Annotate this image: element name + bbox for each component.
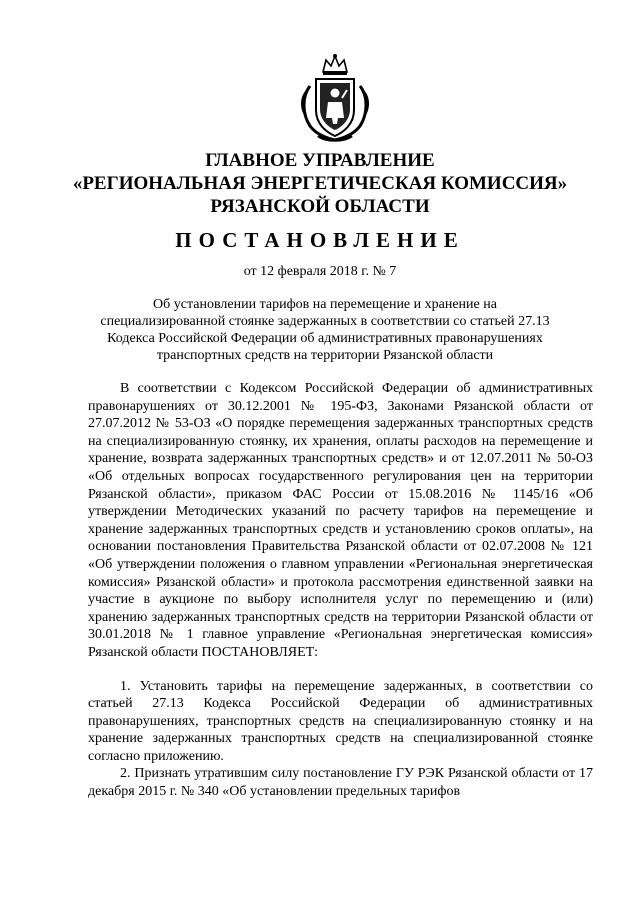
body-paragraph: 1. Установить тарифы на перемещение задержанных, в соответствии со статьей 27.13 Кодекса Российской Федерации об административных правонарушениях, транспортных средств на специализированную стоянку и на хранение задержанных транспортных средств на специализированной стоянке согласно приложению.: [88, 678, 593, 764]
body-paragraph: 2. Признать утратившим силу постановление ГУ РЭК Рязанской области от 17 декабря 2015 г. № 340 «Об установлении предельных тарифов: [88, 766, 593, 800]
document-type-heading: ПОСТАНОВЛЕНИЕ: [175, 228, 465, 252]
agency-name-line-3: РЯЗАНСКОЙ ОБЛАСТИ: [210, 196, 430, 217]
agency-name-line-1: ГЛАВНОЕ УПРАВЛЕНИЕ: [205, 150, 435, 171]
document-title: Об установлении тарифов на перемещение и хранение на специализированной стоянке задержанных в соответствии со статьей 27.13 Кодекса Российской Федерации об административных правонарушениях транспортных средств на территории Рязанской области: [100, 297, 550, 363]
document-body: [88, 380, 593, 801]
coat-of-arms-emblem: [296, 52, 374, 144]
agency-name-line-2: «РЕГИОНАЛЬНАЯ ЭНЕРГЕТИЧЕСКАЯ КОМИССИЯ»: [72, 173, 568, 194]
document-date-number: от 12 февраля 2018 г. № 7: [243, 264, 397, 279]
body-paragraph: В соответствии с Кодексом Российской Федерации об административных правонарушениях от 30.12.2001 № 195-ФЗ, Законами Рязанской области от 27.07.2012 № 53-ОЗ «О порядке перемещения задержанных транспортных средств на специализированную стоянку, их хранения, оплаты расходов на перемещение и хранение, возврата задержанных транспортных средств» и от 12.07.2011 № 50-ОЗ «Об отдельных вопросах государственного регулирования цен на территории Рязанской области», приказом ФАС России от 15.08.2016 № 1145/16 «Об утверждении Методических указаний по расчету тарифов на перемещение и хранение задержанных транспортных средств и установлению сроков оплаты», на основании постановления Правительства Рязанской области от 02.07.2008 № 121 «Об утверждении положения о главном управлении «Региональная энергетическая комиссия» Рязанской области» и протокола рассмотрения единственной заявки на участие в аукционе по выбору исполнителя услуг по перемещению и (или) хранению задержанных транспортных средств на территории Рязанской области от 30.01.2018 № 1 главное управление «Региональная энергетическая комиссия» Рязанской области ПОСТАНОВЛЯЕТ:: [88, 381, 593, 660]
